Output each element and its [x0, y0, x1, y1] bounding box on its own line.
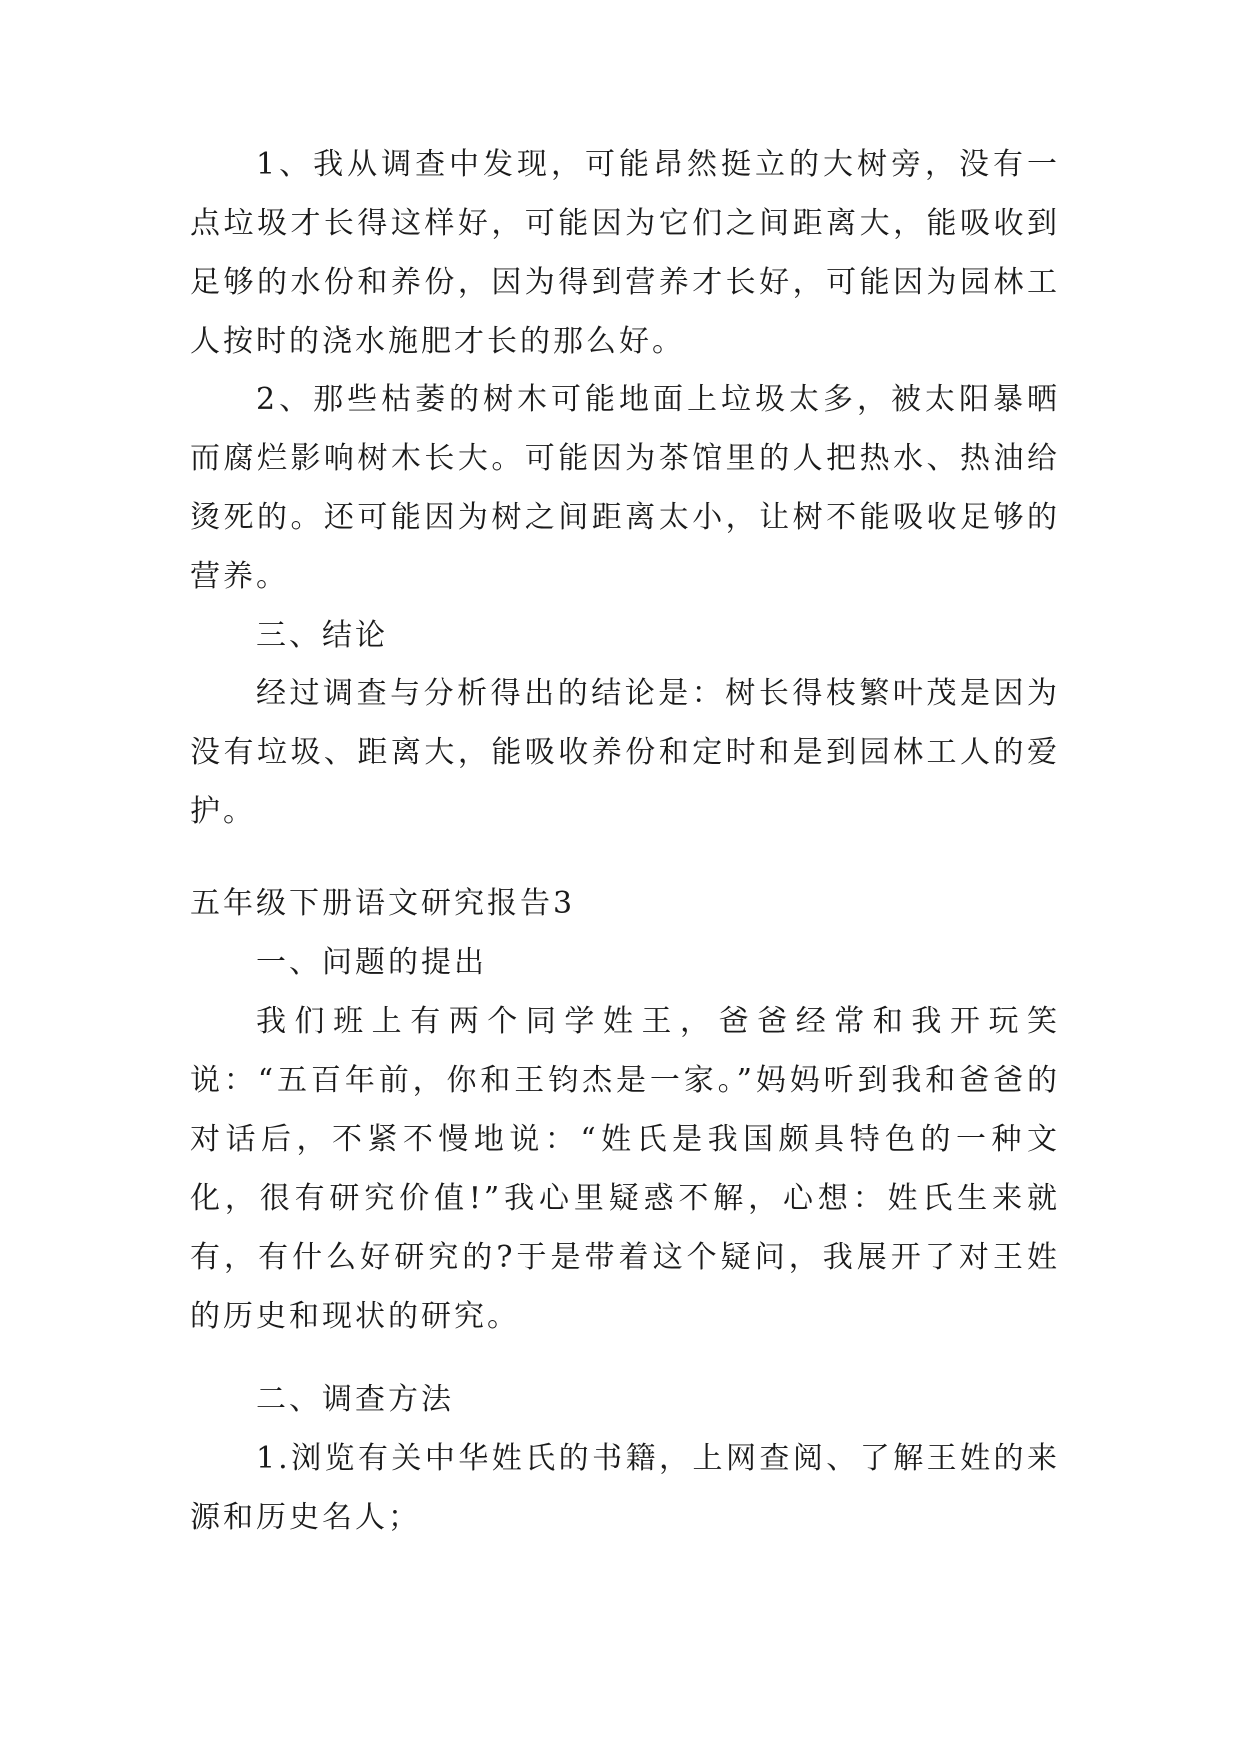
paragraph-conclusion: 经过调查与分析得出的结论是：树长得枝繁叶茂是因为没有垃圾、距离大，能吸收养份和定时和是到园林工人的爱护。	[190, 676, 1060, 829]
paragraph-method-1: 1.浏览有关中华姓氏的书籍，上网查阅、了解王姓的来源和历史名人；	[190, 1441, 1060, 1535]
paragraph-question: 我们班上有两个同学姓王，爸爸经常和我开玩笑说：“五百年前，你和王钧杰是一家。”妈妈听到我和爸爸的对话后，不紧不慢地说：“姓氏是我国颇具特色的一种文化，很有研究价值!”我心里疑惑不解，心想：姓氏生来就有，有什么好研究的?于是带着这个疑问，我展开了对王姓的历史和现状的研究。	[190, 1004, 1060, 1334]
section-heading-method: 二、调查方法	[256, 1382, 454, 1417]
section-heading-conclusion: 三、结论	[256, 618, 388, 653]
section-heading-question: 一、问题的提出	[256, 945, 487, 980]
report-title: 五年级下册语文研究报告3	[190, 886, 576, 921]
paragraph-findings-1: 1、我从调查中发现，可能昂然挺立的大树旁，没有一点垃圾才长得这样好，可能因为它们之间距离大，能吸收到足够的水份和养份，因为得到营养才长好，可能因为园林工人按时的浇水施肥才长的那么好。	[190, 147, 1060, 359]
paragraph-findings-2: 2、那些枯萎的树木可能地面上垃圾太多，被太阳暴晒而腐烂影响树木长大。可能因为茶馆里的人把热水、热油给烫死的。还可能因为树之间距离太小，让树不能吸收足够的营养。	[190, 382, 1060, 594]
